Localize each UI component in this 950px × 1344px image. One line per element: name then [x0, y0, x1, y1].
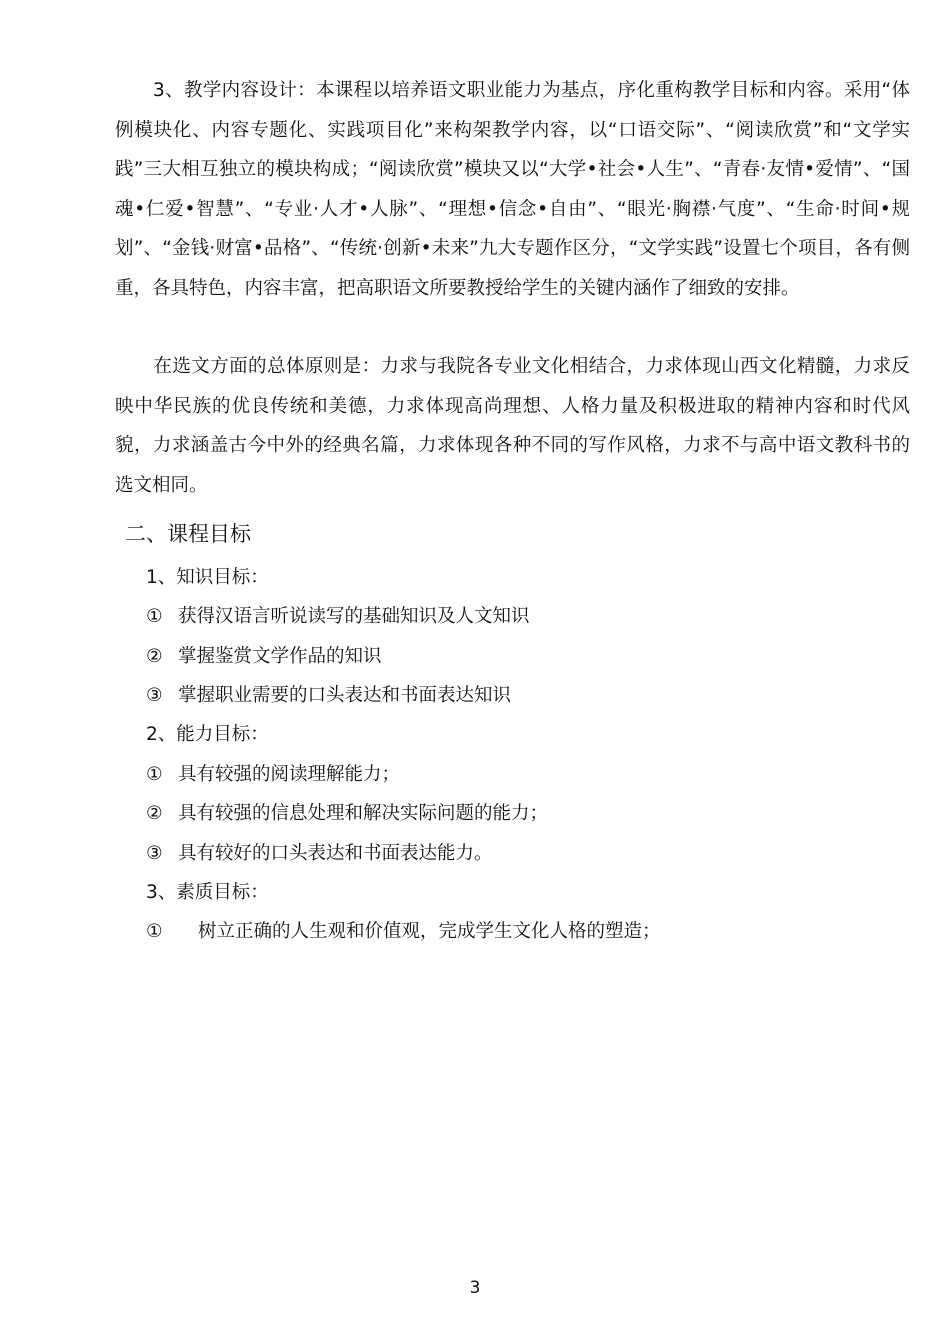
list-item	[146, 840, 493, 868]
list-item-number: ②	[146, 646, 163, 667]
list-item-number: ③	[146, 685, 163, 706]
subheading-ability-objectives: 2、能力目标：	[146, 724, 269, 745]
list-item	[146, 800, 548, 828]
list-item	[146, 761, 400, 789]
list-item-number: ③	[146, 843, 163, 864]
list-item-text: 具有较好的口头表达和书面表达能力。	[178, 843, 493, 864]
list-item-text: 掌握鉴赏文学作品的知识	[178, 646, 382, 667]
list-item-text: 获得汉语言听说读写的基础知识及人文知识	[178, 606, 530, 627]
list-item-number: ①	[146, 921, 163, 942]
list-item-text: 树立正确的人生观和价值观，完成学生文化人格的塑造；	[198, 921, 661, 942]
list-item-number: ①	[146, 606, 163, 627]
list-item	[146, 918, 661, 946]
section-heading-course-objectives: 二、课程目标	[125, 522, 251, 546]
list-item-number: ①	[146, 764, 163, 785]
subheading-quality-objectives: 3、素质目标：	[146, 882, 269, 903]
paragraph-teaching-content-design	[115, 71, 910, 308]
list-item	[146, 682, 511, 710]
list-item	[146, 603, 530, 631]
list-item-text: 具有较强的阅读理解能力；	[178, 764, 401, 785]
list-item-text: 具有较强的信息处理和解决实际问题的能力；	[178, 803, 549, 824]
list-item-text: 掌握职业需要的口头表达和书面表达知识	[178, 685, 512, 706]
paragraph-text: 3、教学内容设计：本课程以培养语文职业能力为基点，序化重构教学目标和内容。采用“体例模块化、内容专题化、实践项目化”来构架教学内容，以“口语交际”、“阅读欣赏”和“文学实践”三大相互独立的模块构成；“阅读欣赏”模块又以“大学•社会•人生”、“青春·友情•爱情”、“国魂•仁爱•智慧”、“专业·人才•人脉”、“理想•信念•自由”、“眼光·胸襟·气度”、“生命·时间•规划”、“金钱·财富•品格”、“传统·创新•未来”九大专题作区分，“文学实践”设置七个项目，各有侧重，各具特色，内容丰富，把高职语文所要教授给学生的关键内涵作了细致的安排。	[115, 80, 911, 299]
subheading-knowledge-objectives: 1、知识目标：	[146, 567, 269, 588]
paragraph-text: 在选文方面的总体原则是：力求与我院各专业文化相结合，力求体现山西文化精髓，力求反映中华民族的优良传统和美德，力求体现高尚理想、人格力量及积极进取的精神内容和时代风貌，力求涵盖古今中外的经典名篇，力求体现各种不同的写作风格，力求不与高中语文教科书的选文相同。	[115, 356, 910, 496]
list-item-number: ②	[146, 803, 163, 824]
list-item	[146, 643, 382, 671]
paragraph-text-selection-principles	[115, 347, 910, 505]
page-number: 3	[469, 1278, 481, 1298]
